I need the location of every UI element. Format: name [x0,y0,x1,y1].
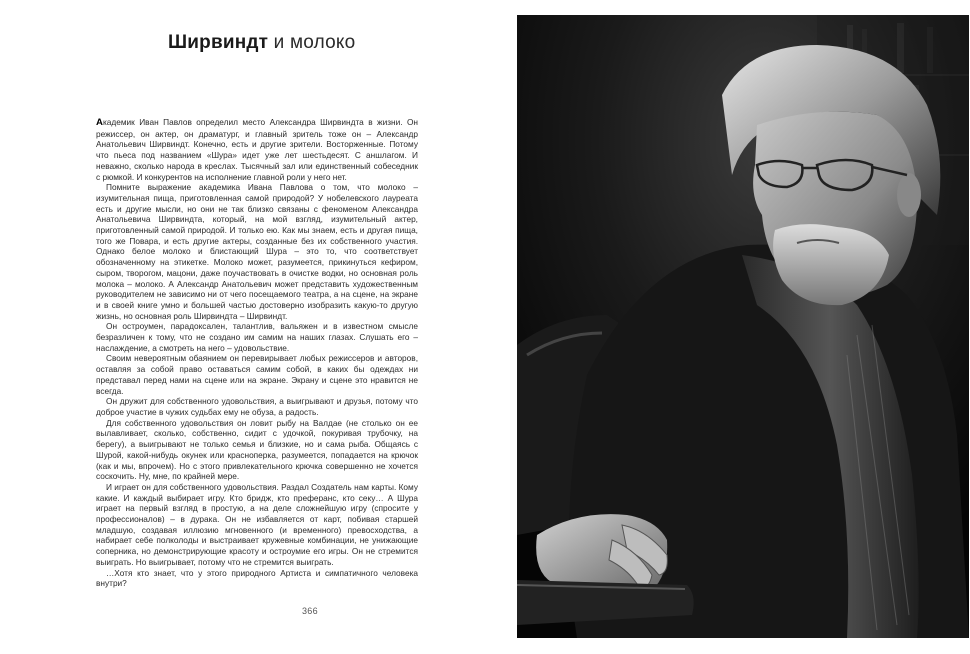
article-title [168,32,355,54]
page-number: 366 [302,606,318,616]
paragraph-text: кадемик Иван Павлов определил место Александра Ширвиндта в жизни. Он режиссер, он актер, он драматург, и главный зритель тоже он – Александр Анатольевич Ширвиндт. Конечно, есть и другие зрители. Восторженные. Потому что пьеса под названием «Шура» идет уже лет шестьдесят. С аншлагом. И неважно, сколько народа в креслах. Тысячный зал или единственный собеседник с рюмкой. И конкурентов на исполнение главной роли у него нет. [96,117,418,182]
paragraph-3: Он остроумен, парадоксален, талантлив, вальяжен и в известном смысле безразличен к тому, что не создано им самим на наших глазах. Слушать его – наслаждение, а смотреть на него – удовольствие. [96,321,418,353]
paragraph-7: И играет он для собственного удовольствия. Раздал Создатель нам карты. Кому какие. И каждый выбирает игру. Кто бридж, кто преферанс, кто секу… А Шура играет на первый взгляд в простую, а на деле сложнейшую игру (спросите у профессионалов) – в дурака. Он не избавляется от карт, побивая старшей младшую, создавая иллюзию мгновенного (и временного) превосходства, а набирает себе полколоды и выстраивает кружевные комбинации, не унижающие соперника, но демонстрирующие красоту и остроумие его игры. Он не стремится выиграть. Но выигрывает, потому что не стремится выиграть. [96,481,418,567]
paragraph-6: Для собственного удовольствия он ловит рыбу на Валдае (не столько он ее вылавливает, сколько, собственно, сидит с удочкой, покуривая трубочку, на берегу), а выигрывают не только семья и близкие, но и сама рыба. Общаясь с Шурой, какой-нибудь окунек или красноперка, разумеется, попадается на крючок (как и мы, впрочем). Но с этого привлекательного крючка совершенно не хочется соскочить. Ну, мне, по крайней мере. [96,417,418,482]
paragraph-4: Своим невероятным обаянием он перевирывает любых режиссеров и авторов, оставляя за собой право оставаться самим собой, в каких бы одеждах ни представал перед нами на сцене или на экране. Экрану и сцене это нравится не всегда. [96,353,418,396]
paragraph-1 [96,117,418,182]
portrait-photo [517,15,969,638]
paragraph-5: Он дружит для собственного удовольствия, а выигрывают и друзья, потому что доброе участие в чужих судьбах ему не обуза, а радость. [96,396,418,417]
article-body [96,117,418,589]
title-bold: Ширвиндт [168,32,269,53]
title-light: и молоко [273,32,356,53]
paragraph-2: Помните выражение академика Ивана Павлова о том, что молоко – изумительная пища, приготовленная самой природой? У нобелевского лауреата есть и другие мысли, но они не так близко связаны с феноменом Александра Анатольевича Ширвиндта, который, на мой взгляд, изумительный актер, приготовленный самой природой. И только ею. Как мы знаем, есть и другая пища, того же Повара, и есть другие актеры, созданные без их собственного участия. Однако белое молоко и блистающий Шура – это то, что соответствует обозначенному на этикетке. Молоко может, разумеется, прикинуться кефиром, сыром, творогом, мацони, даже поучаствовать в очистке водки, но основная роль молока – молоко. А Александр Анатольевич может представить художественным руководителем не зависимо ни от чего посещаемого театра, а на сцене, на экране и в своей книге умно и большей частью достоверно изобразить какую-то другую жизнь, но основная роль Ширвиндта – Ширвиндт. [96,182,418,321]
drop-cap: А [96,117,103,128]
right-page [517,0,970,654]
paragraph-8: …Хотя кто знает, что у этого природного Артиста и симпатичного человека внутри? [96,567,418,589]
